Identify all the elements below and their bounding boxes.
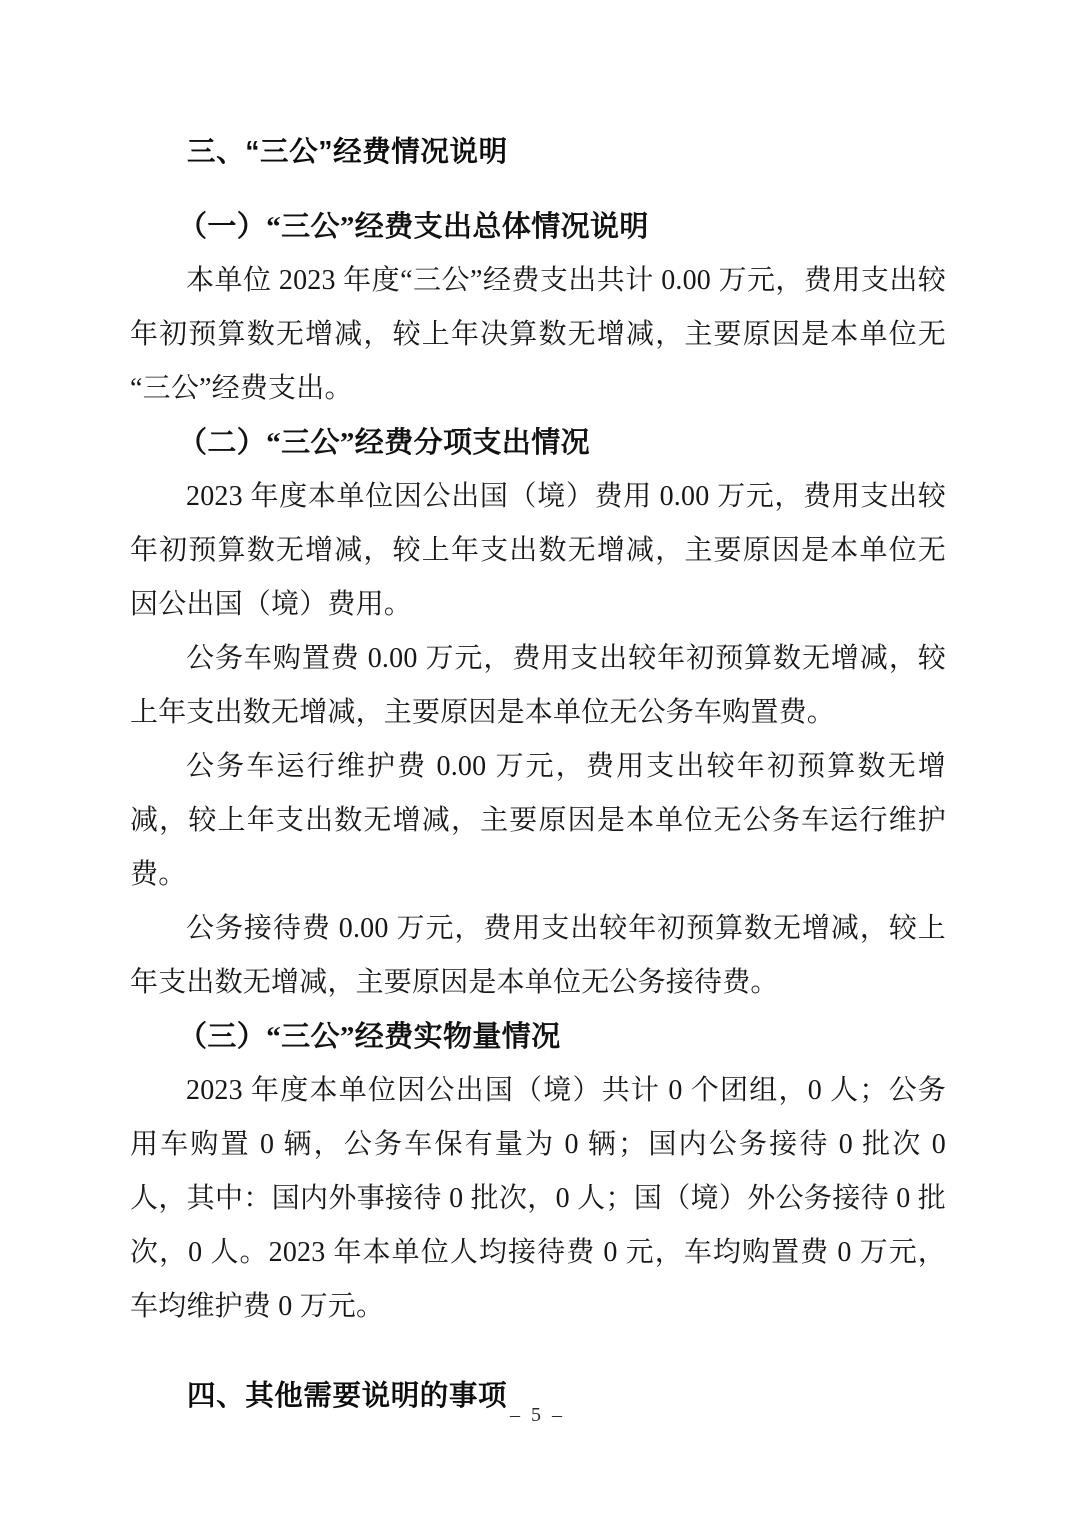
paragraph-overseas-travel: 2023 年度本单位因公出国（境）费用 0.00 万元，费用支出较年初预算数无增减，较上年支出数无增减，主要原因是本单位无因公出国（境）费用。 [130, 481, 946, 620]
heading-section-three-two: （二）“三公”经费分项支出情况 [178, 427, 591, 459]
paragraph-official-reception: 公务接待费 0.00 万元，费用支出较年初预算数无增减，较上年支出数无增减，主要原因是本单位无公务接待费。 [130, 913, 946, 998]
spacer [130, 1334, 946, 1344]
page-content [130, 126, 946, 1422]
heading-section-four: 四、其他需要说明的事项 [187, 1380, 508, 1412]
heading-section-three-one: （一）“三公”经费支出总体情况说明 [178, 211, 649, 243]
page-number-footer: – 5 – [510, 1404, 565, 1426]
heading-section-three: 三、“三公”经费情况说明 [187, 136, 508, 168]
paragraph-vehicle-purchase: 公务车购置费 0.00 万元，费用支出较年初预算数无增减，较上年支出数无增减，主要原因是本单位无公务车购置费。 [130, 643, 946, 728]
heading-section-three-three: （三）“三公”经费实物量情况 [178, 1021, 561, 1053]
spacer [130, 178, 946, 200]
paragraph-physical-quantities: 2023 年度本单位因公出国（境）共计 0 个团组，0 人；公务用车购置 0 辆，公务车保有量为 0 辆；国内公务接待 0 批次 0 人，其中：国内外事接待 0 批次，0 人；国（境）外公务接待 0 批次，0 人。2023 年本单位人均接待费 0 元，车均购置费 0 万元，车均维护费 0 万元。 [130, 1075, 946, 1322]
paragraph-vehicle-maintenance: 公务车运行维护费 0.00 万元，费用支出较年初预算数无增减，较上年支出数无增减，主要原因是本单位无公务车运行维护费。 [130, 751, 946, 890]
paragraph-total-expense: 本单位 2023 年度“三公”经费支出共计 0.00 万元，费用支出较年初预算数无增减，较上年决算数无增减，主要原因是本单位无“三公”经费支出。 [130, 265, 946, 404]
